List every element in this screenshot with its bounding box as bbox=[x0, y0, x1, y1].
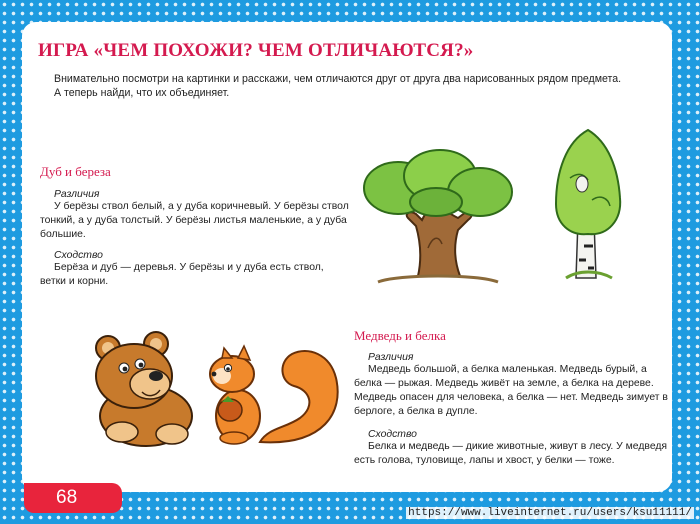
differences-label: Различия bbox=[54, 189, 100, 200]
section2-differences bbox=[354, 352, 668, 419]
section2-similarity bbox=[354, 429, 668, 468]
intro-line-1: Внимательно посмотри на картинки и расскажи, чем отличаются друг от друга два нарисованных рядом предмета. bbox=[54, 73, 622, 85]
section1-differences bbox=[40, 189, 352, 242]
similarity-label: Сходство bbox=[54, 250, 103, 261]
page-number: 68 bbox=[24, 483, 122, 513]
squirrel-icon bbox=[204, 342, 344, 446]
section-title-bear-squirrel: Медведь и белка bbox=[354, 328, 446, 343]
intro-line-2: А теперь найди, что их объединяет. bbox=[54, 87, 230, 99]
similarity-text: Белка и медведь — дикие животные, живут в лесу. У медведя есть голова, туловище, лапы и хвост, у белки — тоже. bbox=[354, 441, 668, 466]
section1-similarity bbox=[40, 250, 352, 289]
watermark-url[interactable]: https://www.liveinternet.ru/users/ksu11111/ bbox=[408, 507, 692, 519]
similarity-text: Берёза и дуб — деревья. У берёзы и у дуба есть ствол, ветки и корни. bbox=[40, 262, 324, 287]
bear-icon bbox=[84, 332, 208, 448]
section-title-oak-birch: Дуб и береза bbox=[40, 164, 111, 179]
similarity-label: Сходство bbox=[368, 429, 417, 440]
birch-tree-icon bbox=[548, 128, 628, 280]
differences-label: Различия bbox=[368, 352, 414, 363]
oak-tree-icon bbox=[358, 148, 516, 282]
intro-text bbox=[54, 72, 664, 100]
differences-text: Медведь большой, а белка маленькая. Медведь бурый, а белка — рыжая. Медведь живёт на земле, а белка на дереве. Медведь опасен для человека, а белка — нет. Медведь зимует в берлоге, а белка в дупле. bbox=[354, 364, 668, 417]
differences-text: У берёзы ствол белый, а у дуба коричневый. У берёзы ствол тонкий, а у дуба толстый. У берёзы листья маленькие, а у дуба большие. bbox=[40, 201, 349, 240]
page-title: ИГРА «ЧЕМ ПОХОЖИ? ЧЕМ ОТЛИЧАЮТСЯ?» bbox=[38, 40, 474, 61]
